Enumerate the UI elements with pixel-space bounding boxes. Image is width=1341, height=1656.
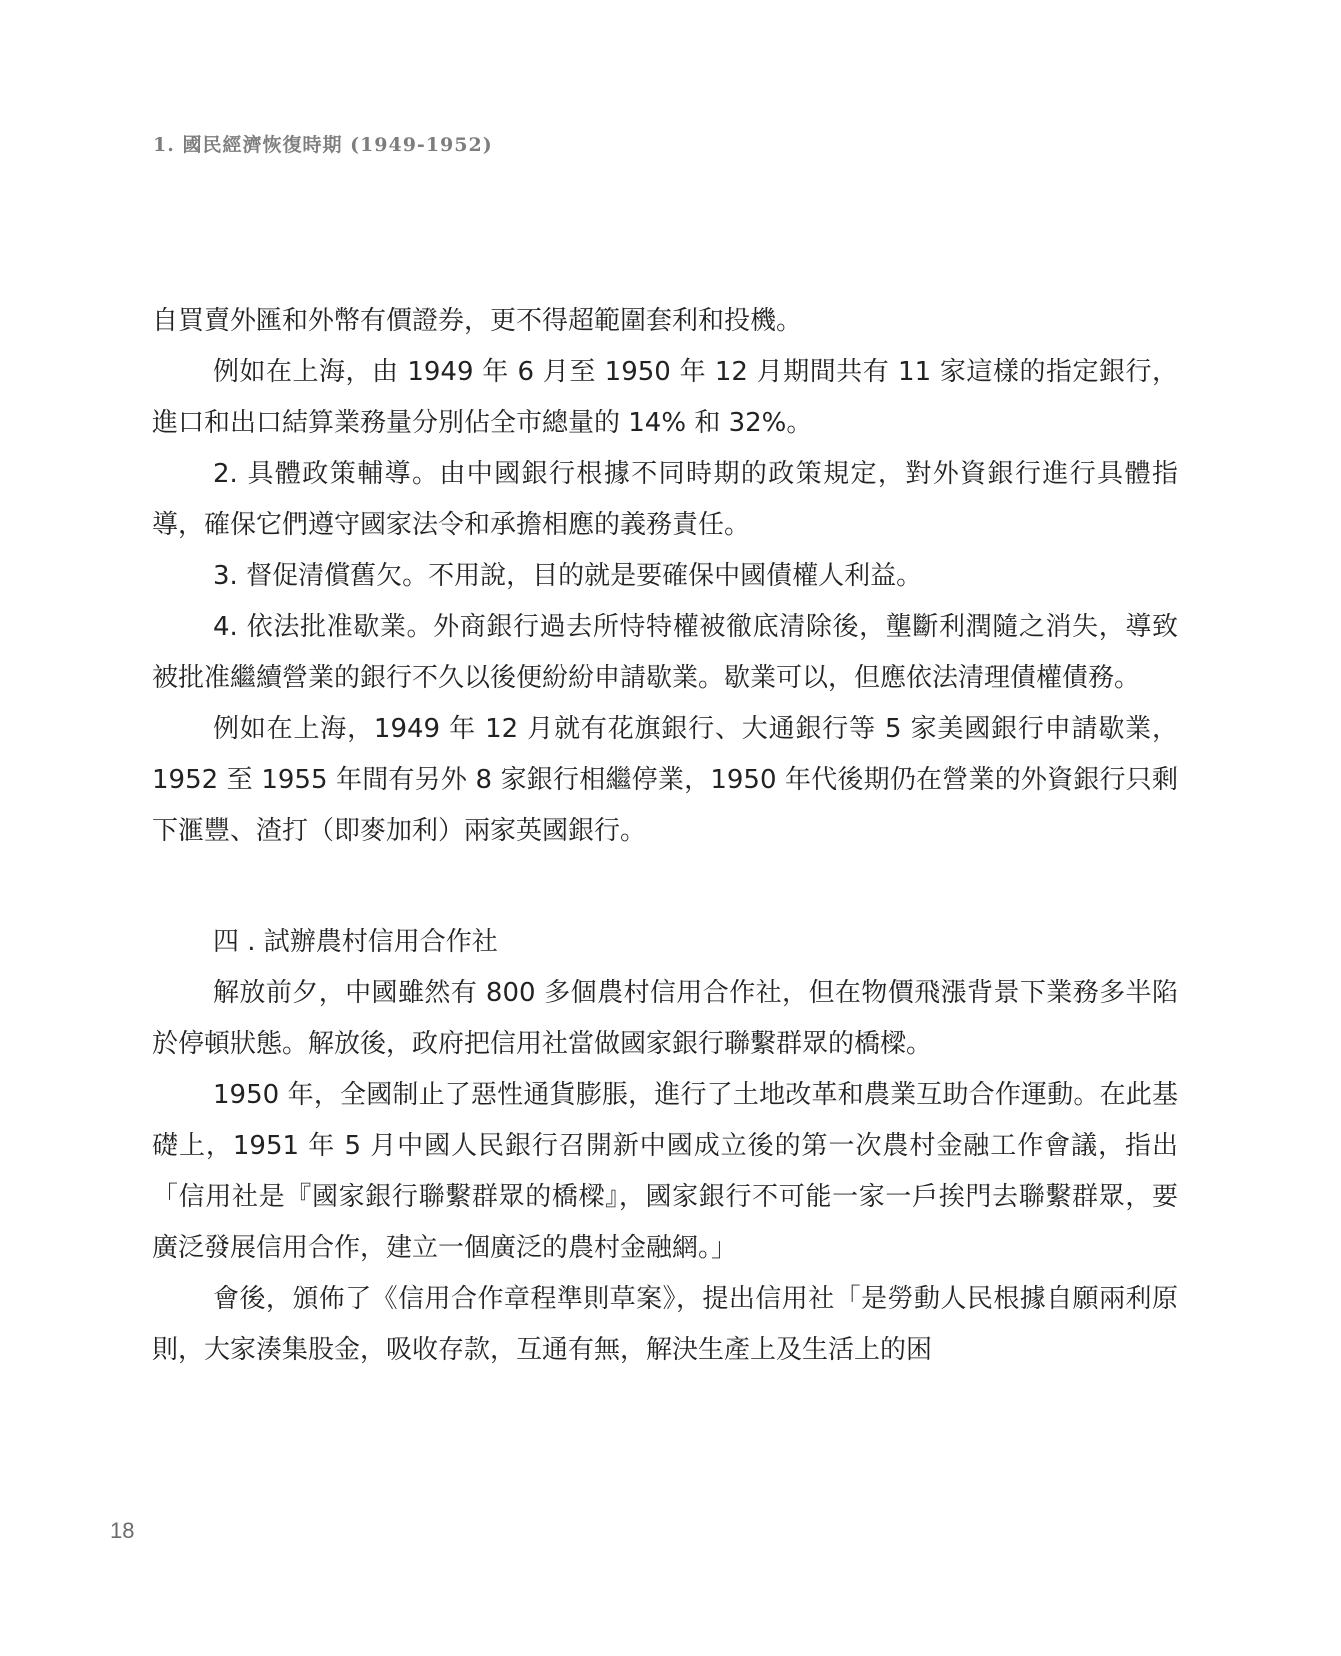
paragraph-policy-guidance: 2. 具體政策輔導。由中國銀行根據不同時期的政策規定，對外資銀行進行具體指導，確保它們遵守國家法令和承擔相應的義務責任。	[152, 459, 1178, 540]
section-spacer	[152, 857, 1178, 917]
paragraph-debt-repayment: 3. 督促清償舊欠。不用說，目的就是要確保中國債權人利益。	[213, 561, 923, 591]
paragraph-shanghai-closures: 例如在上海，1949 年 12 月就有花旗銀行、大通銀行等 5 家美國銀行申請歇業，1952 至 1955 年間有另外 8 家銀行相繼停業，1950 年代後期仍在營業的外資銀行只剩下滙豐、渣打（即麥加利）兩家英國銀行。	[152, 714, 1178, 846]
paragraph-shanghai-designated-banks: 例如在上海，由 1949 年 6 月至 1950 年 12 月期間共有 11 家這樣的指定銀行，進口和出口結算業務量分別佔全市總量的 14% 和 32%。	[152, 357, 1178, 438]
page-number: 18	[110, 1518, 135, 1543]
running-header: 1. 國民經濟恢復時期 (1949-1952)	[153, 134, 493, 156]
paragraph-business-closure: 4. 依法批准歇業。外商銀行過去所恃特權被徹底清除後，壟斷利潤隨之消失，導致被批准繼續營業的銀行不久以後便紛紛申請歇業。歇業可以，但應依法清理債權債務。	[152, 612, 1178, 693]
paragraph-continuation: 自買賣外匯和外幣有價證券，更不得超範圍套利和投機。	[152, 306, 803, 336]
paragraph-1950-conference: 1950 年，全國制止了惡性通貨膨脹，進行了土地改革和農業互助合作運動。在此基礎上，1951 年 5 月中國人民銀行召開新中國成立後的第一次農村金融工作會議，指出「信用社是『國家銀行聯繫群眾的橋樑』，國家銀行不可能一家一戶挨門去聯繫群眾，要廣泛發展信用合作，建立一個廣泛的農村金融網。」	[152, 1080, 1178, 1263]
paragraph-draft-rules: 會後，頒佈了《信用合作章程準則草案》，提出信用社「是勞動人民根據自願兩利原則，大家湊集股金，吸收存款，互通有無，解決生產上及生活上的困	[152, 1284, 1178, 1365]
body-text	[152, 296, 1178, 1376]
section-heading: 四 . 試辦農村信用合作社	[213, 927, 498, 957]
paragraph-pre-liberation: 解放前夕，中國雖然有 800 多個農村信用合作社，但在物價飛漲背景下業務多半陷於停頓狀態。解放後，政府把信用社當做國家銀行聯繫群眾的橋樑。	[152, 978, 1178, 1059]
